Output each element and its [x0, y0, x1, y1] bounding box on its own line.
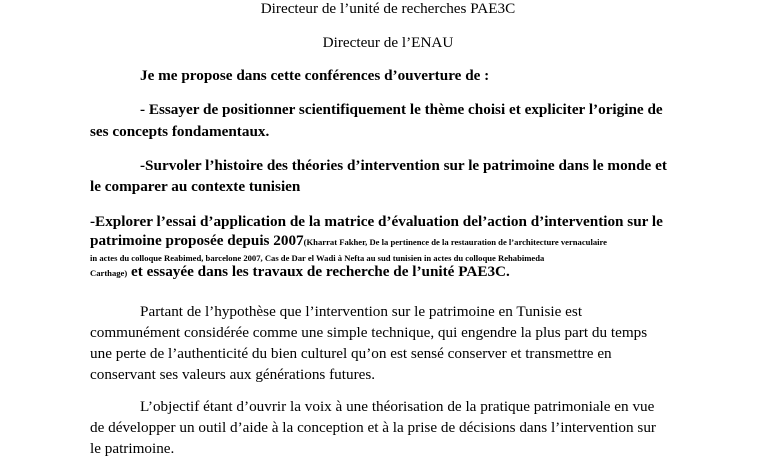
objective-1-line-1: - Essayer de positionner scientifiquement le thème choisi et expliciter l’origine de: [140, 101, 663, 118]
paragraph-2-line-1: L’objectif étant d’ouvrir la voix à une théorisation de la pratique patrimoniale en vue: [140, 398, 655, 415]
objective-2-line-1: -Survoler l’histoire des théories d’intervention sur le patrimoine dans le monde et: [140, 157, 667, 174]
objective-3-line-4: [90, 263, 510, 282]
paragraph-2-line-2: de développer un outil d’aide à la conception et à la prise de décisions dans l’intervention sur: [90, 419, 656, 436]
director-research-unit: Directeur de l’unité de recherches PAE3C: [260, 0, 516, 17]
paragraph-2-line-3: le patrimoine.: [90, 440, 175, 457]
objective-3-line-1: -Explorer l’essai d’application de la matrice d’évaluation del’action d’intervention sur le: [90, 213, 663, 230]
paragraph-1-line-2: communément considérée comme une simple technique, qui engendre la plus part du temps: [90, 324, 648, 341]
objective-3-text-end: et essayée dans les travaux de recherche de l’unité PAE3C.: [127, 263, 510, 280]
reference-citation-cont: in actes du colloque Reabimed, barcelone 2007, Cas de Dar el Wadi à Nefta au sud tunisien in actes du colloque Rehabimeda: [90, 253, 545, 263]
objective-2-line-2: le comparer au contexte tunisien: [90, 178, 301, 195]
director-enau: Directeur de l’ENAU: [322, 34, 454, 51]
objective-1-line-2: ses concepts fondamentaux.: [90, 123, 270, 140]
paragraph-1-line-1: Partant de l’hypothèse que l’intervention sur le patrimoine en Tunisie est: [140, 303, 583, 320]
paragraph-1-line-3: une perte de l’authenticité du bien culturel qu’on est sensé conserver et transmettre en: [90, 345, 612, 362]
intro-heading: Je me propose dans cette conférences d’ouverture de :: [140, 67, 490, 84]
reference-citation: (Kharrat Fakher, De la pertinence de la restauration de l’architecture vernaculaire: [303, 237, 607, 247]
objective-3-text: patrimoine proposée depuis 2007: [90, 232, 304, 249]
reference-citation-end: Carthage): [90, 268, 128, 278]
paragraph-1-line-4: conservant ses valeurs aux générations futures.: [90, 366, 376, 383]
